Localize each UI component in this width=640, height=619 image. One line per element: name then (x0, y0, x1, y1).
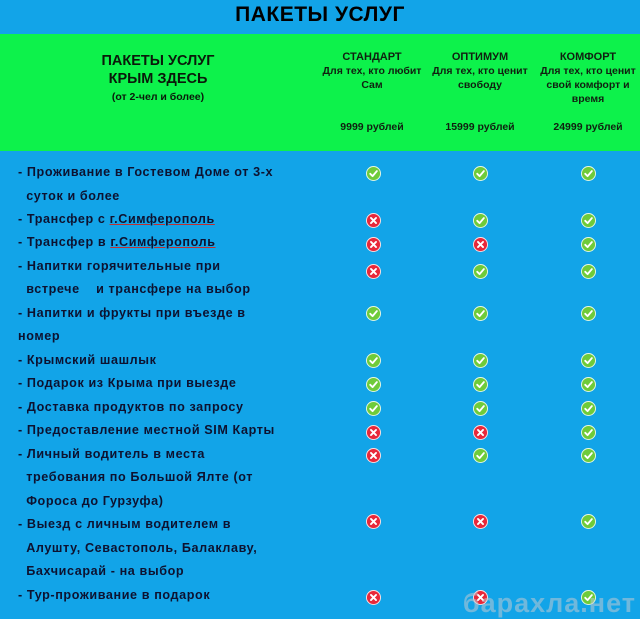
feature-line: Алушту, Севастополь, Балаклаву, (18, 541, 258, 555)
check-icon (473, 306, 488, 321)
cross-icon (473, 237, 488, 252)
check-icon (581, 264, 596, 279)
cross-icon (366, 590, 381, 605)
plan-desc: Для тех, кто ценит свой комфорт и время (540, 65, 636, 105)
check-icon (581, 306, 596, 321)
feature-line: - Напитки горячительные при (18, 259, 221, 273)
feature-line: - Подарок из Крыма при выезде (18, 376, 237, 390)
feature-text: - Трансфер с (18, 212, 110, 226)
feature-line: - Тур-проживание в подарок (18, 588, 211, 602)
plan-price: 24999 рублей (553, 121, 623, 133)
check-icon (366, 166, 381, 181)
feature-text-underlined: г.Симферополь (110, 235, 216, 249)
feature-line: - Предоставление местной SIM Карты (18, 423, 275, 437)
header-left-note: (от 2-чел и более) (111, 91, 205, 103)
cross-icon (366, 425, 381, 440)
plan-name: ОПТИМУМ (451, 51, 509, 63)
check-icon (366, 306, 381, 321)
check-icon (581, 425, 596, 440)
cross-icon (366, 264, 381, 279)
feature-line: требования по Большой Ялте (от (18, 470, 254, 484)
check-icon (366, 401, 381, 416)
feature-line: - Выезд с личным водителем в (18, 517, 232, 531)
check-icon (581, 377, 596, 392)
check-icon (473, 213, 488, 228)
check-icon (581, 514, 596, 529)
feature-line (18, 231, 216, 255)
check-icon (473, 353, 488, 368)
plan-comfort (533, 50, 640, 134)
header-left-title: ПАКЕТЫ УСЛУГ (101, 53, 215, 69)
feature-line: встрече и трансфере на выбор (18, 282, 251, 296)
feature-line: Бахчисарай - на выбор (18, 564, 185, 578)
check-icon (581, 353, 596, 368)
header-left-subtitle: КРЫМ ЗДЕСЬ (108, 71, 208, 87)
cross-icon (473, 425, 488, 440)
feature-line: суток и более (18, 189, 120, 203)
cross-icon (366, 448, 381, 463)
header-left (0, 52, 316, 106)
plan-name: СТАНДАРТ (342, 51, 402, 63)
plan-name: КОМФОРТ (559, 51, 617, 63)
check-icon (473, 377, 488, 392)
check-icon (581, 237, 596, 252)
feature-line: - Проживание в Гостевом Доме от 3-х (18, 165, 274, 179)
feature-line: - Крымский шашлык (18, 353, 157, 367)
check-icon (473, 401, 488, 416)
check-icon (366, 377, 381, 392)
check-icon (581, 166, 596, 181)
feature-text: - Трансфер в (18, 235, 111, 249)
feature-text-underlined: г.Симферополь (109, 212, 215, 226)
feature-line: Фороса до Гурзуфа) (18, 494, 164, 508)
check-icon (581, 213, 596, 228)
plan-optimum (425, 50, 535, 134)
plan-standard (317, 50, 427, 134)
cross-icon (366, 213, 381, 228)
check-icon (581, 401, 596, 416)
feature-line: - Напитки и фрукты при въезде в (18, 306, 246, 320)
cross-icon (473, 514, 488, 529)
watermark: барахла.нет (462, 588, 636, 618)
page-title: ПАКЕТЫ УСЛУГ (235, 3, 405, 26)
check-icon (581, 448, 596, 463)
cross-icon (366, 514, 381, 529)
feature-line: - Доставка продуктов по запросу (18, 400, 244, 414)
check-icon (473, 448, 488, 463)
cross-icon (366, 237, 381, 252)
check-icon (473, 264, 488, 279)
plan-desc: Для тех, кто любит Сам (322, 65, 422, 91)
check-icon (366, 353, 381, 368)
plan-price: 9999 рублей (340, 121, 404, 133)
check-icon (473, 166, 488, 181)
feature-line: номер (18, 329, 61, 343)
header-band (0, 34, 640, 151)
plan-price: 15999 рублей (445, 121, 515, 133)
feature-line: - Личный водитель в места (18, 447, 206, 461)
feature-line (18, 208, 215, 232)
plan-desc: Для тех, кто ценит свободу (432, 65, 528, 91)
